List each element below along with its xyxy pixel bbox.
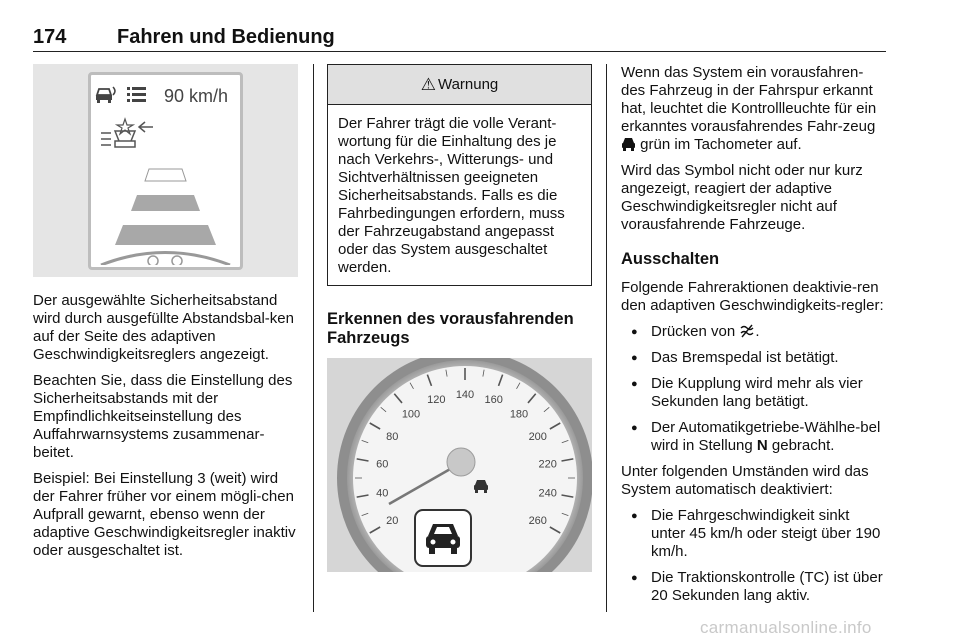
paragraph: Folgende Fahreraktionen deaktivie-ren den adaptiven Geschwindigkeits-regler: <box>621 279 884 314</box>
gauge-tick-label: 60 <box>376 458 389 471</box>
gauge-tick-label: 200 <box>528 431 547 443</box>
speedometer-figure <box>327 358 592 572</box>
list-item: ● Das Bremspedal ist betätigt. <box>621 349 886 367</box>
list-item <box>621 419 886 455</box>
list-item: ● Die Kupplung wird mehr als vier Sekunden lang betätigt. <box>621 375 886 411</box>
set-speed-label: 90 km/h <box>163 86 228 106</box>
warning-text: Der Fahrer trägt die volle Verant-wortung für die Einhaltung des je nach Verkehrs-, Witterungs- und Sichtverhältnissen geeigneten Sicherheitsabstands. Falls es die Fahrbedingungen erfordern, muss der Fahrzeugabstand angepasst oder das System ausgeschaltet werden. <box>338 115 565 276</box>
list-item: ● Die Fahrgeschwindigkeit sinkt unter 45 km/h oder steigt über 190 km/h. <box>621 507 886 561</box>
vehicle-ahead-inline-icon <box>621 137 636 151</box>
page-header <box>33 24 886 52</box>
cluster-display <box>88 72 243 270</box>
distance-display-figure <box>33 64 298 277</box>
column-divider-1 <box>313 64 314 612</box>
paragraph <box>621 64 886 154</box>
distance-bars-graphic <box>91 145 240 265</box>
warning-title: Warnung <box>437 76 499 93</box>
section-heading: Ausschalten <box>621 250 720 268</box>
paragraph: Beispiel: Bei Einstellung 3 (weit) wird der Fahrer früher vor einem mögli-chen Aufprall gewarnt, ebenso wenn der adaptive Geschwindigkeitsregler inaktiv oder ausgeschaltet ist. <box>33 470 296 559</box>
list-item: ● Die Traktionskontrolle (TC) ist über 20 Sekunden lang aktiv. <box>621 569 886 605</box>
warning-header <box>328 65 591 105</box>
gauge-tick-label: 20 <box>386 515 399 527</box>
text-span: Wenn das System ein vorausfahren-des Fahrzeug in der Fahrspur erkannt hat, leuchtet die Kontrollleuchte für ein erkanntes vorausfahrendes Fahr-zeug <box>621 64 877 135</box>
column-left <box>33 64 298 568</box>
gauge-tick-label: 180 <box>509 408 529 421</box>
gauge-tick-label: 100 <box>401 408 421 421</box>
warning-triangle-icon: ⚠ <box>420 74 436 94</box>
text-span: Der Automatikgetriebe-Wählhe-bel wird in Stellung <box>651 419 881 454</box>
section-heading: Erkennen des vorausfahrenden Fahrzeugs <box>327 310 574 347</box>
text-span: grün im Tachometer auf. <box>636 136 802 153</box>
paragraph: Der ausgewählte Sicherheitsabstand wird durch ausgefüllte Abstandsbal-ken auf der Seite des adaptiven Geschwindigkeitsreglers angezeigt. <box>33 292 294 363</box>
page-number: 174 <box>33 26 67 48</box>
deactivation-list <box>621 323 886 455</box>
distance-bars-icon <box>125 83 149 105</box>
speedometer-gauge <box>327 358 592 572</box>
watermark: carmanualsonline.info <box>700 618 872 637</box>
gauge-tick-label: 220 <box>538 458 557 471</box>
cruise-car-icon <box>94 83 120 105</box>
text-span: gebracht. <box>767 437 835 454</box>
gear-position-n: N <box>756 437 768 454</box>
list-item <box>621 323 886 341</box>
gauge-tick-label: 120 <box>427 394 446 407</box>
gauge-tick-label: 140 <box>455 389 475 401</box>
cruise-off-icon <box>739 324 755 338</box>
paragraph: Wird das Symbol nicht oder nur kurz angezeigt, reagiert der adaptive Geschwindigkeitsregler nicht auf vorausfahrende Fahrzeuge. <box>621 162 863 233</box>
column-middle <box>327 64 592 572</box>
auto-deactivation-list <box>621 507 886 605</box>
column-right <box>621 64 886 613</box>
paragraph: Beachten Sie, dass die Einstellung des Sicherheitsabstands mit der Empfindlichkeitseinstellung des Auffahrwarnsystems zusammenar-beitet. <box>33 372 293 461</box>
warning-box <box>327 64 592 286</box>
gauge-tick-label: 260 <box>528 515 547 527</box>
gauge-tick-label: 40 <box>376 487 389 500</box>
text-span: . <box>755 323 760 340</box>
chapter-title: Fahren und Bedienung <box>117 26 335 48</box>
text-span: Drücken von <box>651 323 740 340</box>
gauge-tick-label: 240 <box>538 487 557 500</box>
gauge-tick-label: 160 <box>484 394 503 407</box>
gauge-tick-label: 80 <box>386 431 399 443</box>
column-divider-2 <box>606 64 607 612</box>
paragraph: Unter folgenden Umständen wird das System automatisch deaktiviert: <box>621 463 869 498</box>
